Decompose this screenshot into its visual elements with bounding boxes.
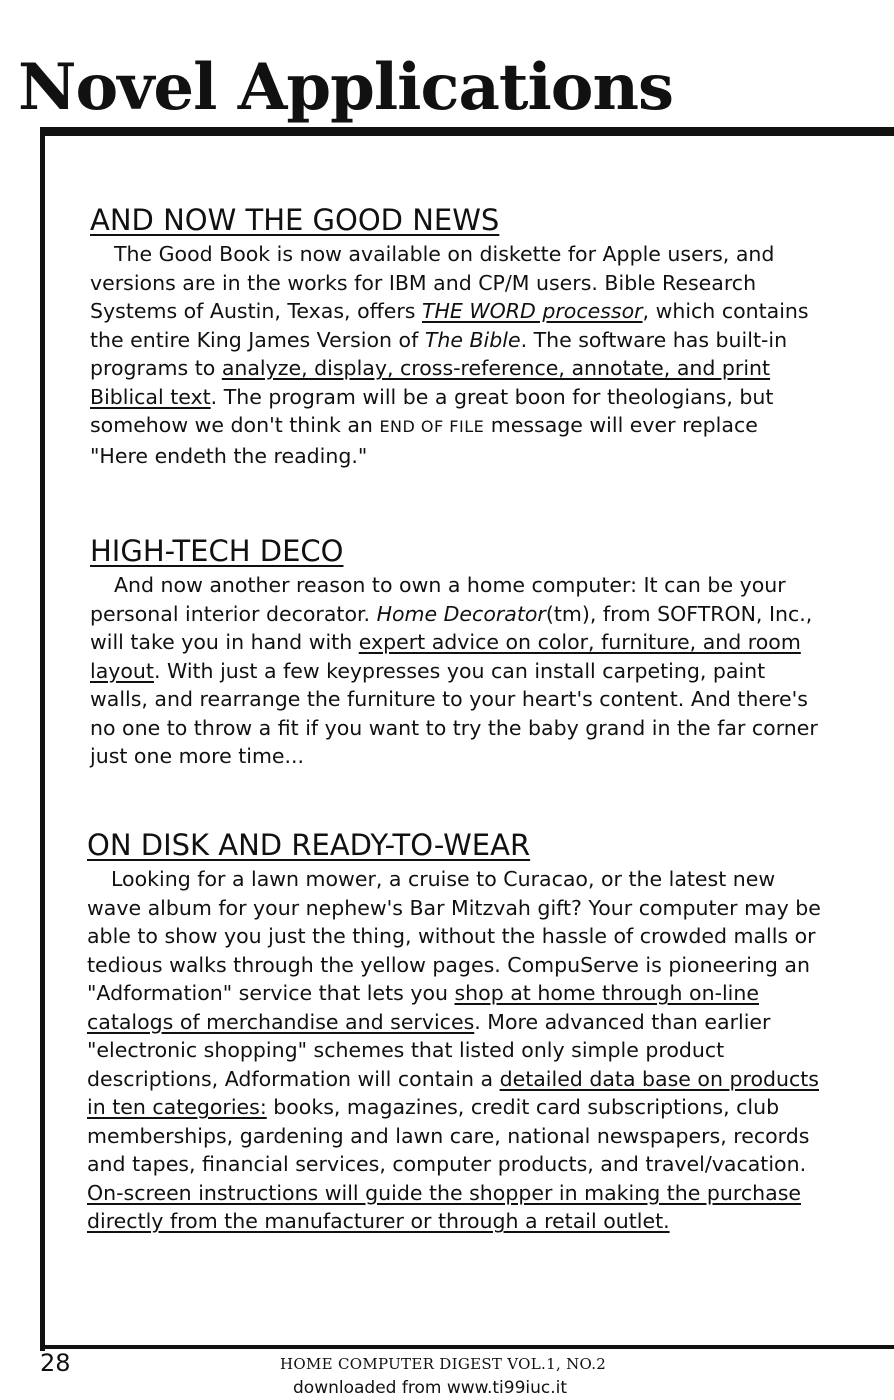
product-title: Home Decorator <box>376 601 546 626</box>
section-heading: HIGH-TECH DECO <box>90 534 344 568</box>
bottom-rule <box>40 1345 894 1349</box>
underlined-text: On-screen instructions will guide the shopper in making the purchase directly from the manufacturer or through a retail outlet. <box>87 1180 802 1233</box>
section-heading: ON DISK AND READY-TO-WEAR <box>87 828 531 862</box>
article-ready-to-wear <box>87 827 822 1236</box>
body-text: , which contains the entire King James Version of <box>90 299 809 352</box>
section-body <box>90 571 820 771</box>
section-body <box>87 865 822 1236</box>
body-text: . The program will be a great boon for theologians, but somehow we don't think an <box>90 384 774 437</box>
body-text: Looking for a lawn mower, a cruise to Curacao, or the latest new wave album for your nephew's Bar Mitzvah gift? Your computer may be able to show you just the thing, without the hassle of crowded malls or tedious walks through the yellow pages. CompuServe is pioneering an "Adformation" service that lets you <box>87 867 821 1005</box>
body-text: . The software has built-in programs to <box>90 327 788 380</box>
footer-publication: HOME COMPUTER DIGEST VOL.1, NO.2 <box>280 1355 607 1373</box>
small-caps-text: END OF FILE <box>379 417 485 436</box>
product-title: THE WORD processor <box>421 299 643 323</box>
download-credit: downloaded from www.ti99iuc.it <box>293 1378 568 1398</box>
article-good-news <box>90 202 820 470</box>
section-heading: AND NOW THE GOOD NEWS <box>90 203 500 237</box>
body-text: (tm), from SOFTRON, Inc., will take you in hand with <box>90 601 813 654</box>
underlined-text: shop at home through on-line catalogs of merchandise and services <box>87 981 759 1034</box>
body-text: books, magazines, credit card subscriptions, club memberships, gardening and lawn care, national newspapers, records and tapes, financial services, computer products, and travel/vacation. <box>87 1095 810 1176</box>
body-text: And now another reason to own a home computer: It can be your personal interior decorator. <box>90 573 786 626</box>
body-text: . With just a few keypresses you can install carpeting, paint walls, and rearrange the furniture to your heart's content. And there's no one to throw a fit if you want to try the baby grand in the far corner just one more time... <box>90 658 818 768</box>
book-title: The Bible <box>424 327 521 352</box>
underlined-text: expert advice on color, furniture, and room layout <box>90 630 801 683</box>
underlined-text: analyze, display, cross-reference, annotate, and print Biblical text <box>90 356 771 409</box>
section-body <box>90 240 820 470</box>
underlined-text: detailed data base on products in ten categories: <box>87 1066 819 1119</box>
left-rule <box>40 127 45 1351</box>
page-title: Novel Applications <box>18 50 674 125</box>
page-number: 28 <box>40 1349 71 1377</box>
body-text: message will ever replace "Here endeth the reading." <box>90 413 758 468</box>
article-high-tech-deco <box>90 533 820 771</box>
top-rule <box>40 127 894 136</box>
body-text: The Good Book is now available on diskette for Apple users, and versions are in the works for IBM and CP/M users. Bible Research Systems of Austin, Texas, offers <box>90 242 775 323</box>
body-text: . More advanced than earlier "electronic shopping" schemes that listed only simple product descriptions, Adformation will contain a <box>87 1009 771 1091</box>
